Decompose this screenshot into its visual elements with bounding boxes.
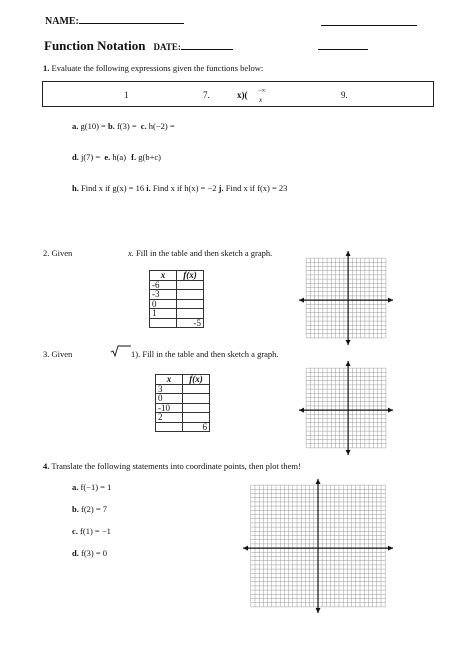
top-right-blank[interactable]: [321, 13, 417, 31]
q4-graph-grid[interactable]: [242, 478, 394, 614]
q2-table: [149, 270, 204, 328]
box-fragment-1: 1: [124, 90, 129, 100]
q2-instruction: Fill in the table and then sketch a graph.: [136, 248, 273, 258]
q3-cell-x[interactable]: 3: [156, 384, 183, 394]
q1-row3: [72, 183, 287, 193]
q1c-letter: c.: [140, 121, 147, 131]
table-row: [150, 290, 204, 300]
q3-instruction: Fill in the table and then sketch a graph.: [142, 349, 279, 359]
q2-cell-x[interactable]: 0: [150, 299, 177, 309]
table-row: [156, 403, 210, 413]
box-fragment-4: −∞: [258, 88, 266, 94]
q2-cell-x[interactable]: -3: [150, 290, 177, 300]
q3-number: 3.: [43, 349, 50, 359]
q3-instruction-row: [131, 349, 279, 359]
arrow-left-icon: [243, 546, 248, 551]
q2-fragment: x.: [128, 248, 134, 258]
q4d-letter: d.: [72, 548, 79, 558]
date-blank[interactable]: [181, 39, 233, 50]
date-label: DATE:: [153, 42, 181, 52]
q1e-expr: h(a): [112, 152, 127, 162]
q3-cell-fx[interactable]: 6: [183, 422, 210, 432]
q1f-expr: g(b+c): [138, 152, 161, 162]
arrow-down-icon: [346, 340, 351, 345]
q3-table: [155, 374, 210, 432]
q2-graph-grid[interactable]: [298, 250, 394, 346]
arrow-up-icon: [346, 251, 351, 256]
q1-number: 1.: [43, 63, 50, 73]
q4b-expr: f(2) = 7: [80, 504, 108, 514]
q1h-letter: h.: [72, 183, 79, 193]
q3-given: Given: [51, 349, 73, 359]
arrow-left-icon: [299, 408, 304, 413]
arrow-right-icon: [388, 298, 393, 303]
q3-cell-fx[interactable]: [183, 384, 210, 394]
arrow-up-icon: [346, 361, 351, 366]
q4b-letter: b.: [72, 504, 79, 514]
q1i-expr: Find x if h(x) = −2: [152, 183, 217, 193]
arrow-up-icon: [316, 479, 321, 484]
arrow-down-icon: [346, 450, 351, 455]
title-row: [44, 37, 233, 55]
q3-graph-grid[interactable]: [298, 360, 394, 456]
q2-cell-x[interactable]: [150, 318, 177, 328]
q2-given: Given: [51, 248, 73, 258]
q1h-expr: Find x if g(x) = 16: [80, 183, 145, 193]
q1-instruction-row: [43, 63, 263, 73]
q3-cell-x[interactable]: 0: [156, 394, 183, 404]
arrow-right-icon: [388, 408, 393, 413]
q1-row1: [72, 121, 175, 131]
q3-cell-fx[interactable]: [183, 394, 210, 404]
q4-number: 4.: [43, 461, 50, 471]
q4c-expr: f(1) = −1: [80, 526, 111, 536]
box-fragment-6: 9.: [341, 90, 348, 100]
q2-header-fx: f(x): [177, 271, 204, 281]
q1j-letter: j.: [218, 183, 224, 193]
q3-header-x: x: [156, 375, 183, 385]
q2-cell-fx[interactable]: [177, 299, 204, 309]
q3-number-given: [43, 349, 72, 359]
q4-item: [72, 482, 111, 492]
table-row: [150, 309, 204, 319]
table-row: [150, 299, 204, 309]
name-label: NAME:: [45, 16, 79, 27]
sqrt-symbol-icon: [110, 345, 132, 357]
q1b-letter: b.: [107, 121, 115, 131]
q1-instruction: Evaluate the following expressions given the functions below:: [51, 63, 264, 73]
q4-item: [72, 548, 107, 558]
name-row: [45, 13, 184, 27]
q4-instruction: Translate the following statements into coordinate points, then plot them!: [51, 461, 301, 471]
q1-row2: [72, 152, 161, 162]
q4a-expr: f(−1) = 1: [80, 482, 112, 492]
table-row: [156, 394, 210, 404]
q1i-letter: i.: [146, 183, 151, 193]
q4-instruction-row: [43, 461, 301, 471]
q1a-letter: a.: [72, 121, 79, 131]
arrow-right-icon: [388, 546, 393, 551]
q4d-expr: f(3) = 0: [80, 548, 108, 558]
q2-cell-fx[interactable]: [177, 290, 204, 300]
page-title: Function Notation: [44, 38, 146, 53]
q2-table-header: [150, 271, 204, 281]
q3-cell-x[interactable]: [156, 422, 183, 432]
q2-cell-x[interactable]: -6: [150, 280, 177, 290]
q2-cell-fx[interactable]: [177, 280, 204, 290]
table-row: [156, 413, 210, 423]
q2-instruction-row: [128, 248, 272, 258]
box-fragment-5: x: [259, 96, 263, 104]
q1d-expr: j(7) =: [80, 152, 101, 162]
q3-cell-x[interactable]: 2: [156, 413, 183, 423]
box-fragment-2: 7.: [203, 90, 210, 100]
table-row: [156, 384, 210, 394]
q1b-expr: f(3) =: [116, 121, 137, 131]
q2-number-given: [43, 248, 72, 258]
table-row: [156, 422, 210, 432]
q3-cell-x[interactable]: -10: [156, 403, 183, 413]
table-row: [150, 318, 204, 328]
q1j-expr: Find x if f(x) = 23: [225, 183, 288, 193]
q1e-letter: e.: [104, 152, 111, 162]
q3-table-header: [156, 375, 210, 385]
q2-header-x: x: [150, 271, 177, 281]
q3-cell-fx[interactable]: [183, 403, 210, 413]
q1c-expr: h(−2) =: [148, 121, 175, 131]
name-blank[interactable]: [79, 13, 184, 24]
q2-cell-fx[interactable]: -5: [177, 318, 204, 328]
box-fragment-3: x)(: [237, 90, 248, 100]
q1d-letter: d.: [72, 152, 79, 162]
q4-item: [72, 526, 111, 536]
q2-cell-fx[interactable]: [177, 309, 204, 319]
q4-item: [72, 504, 107, 514]
q3-fragment: 1).: [131, 349, 141, 359]
q4a-letter: a.: [72, 482, 79, 492]
arrow-left-icon: [299, 298, 304, 303]
q1a-expr: g(10) =: [80, 121, 106, 131]
q2-cell-x[interactable]: 1: [150, 309, 177, 319]
q4c-letter: c.: [72, 526, 78, 536]
title-right-blank[interactable]: [318, 37, 368, 55]
q1f-letter: f.: [131, 152, 137, 162]
q3-header-fx: f(x): [183, 375, 210, 385]
arrow-down-icon: [316, 608, 321, 613]
q3-cell-fx[interactable]: [183, 413, 210, 423]
q2-number: 2.: [43, 248, 50, 258]
